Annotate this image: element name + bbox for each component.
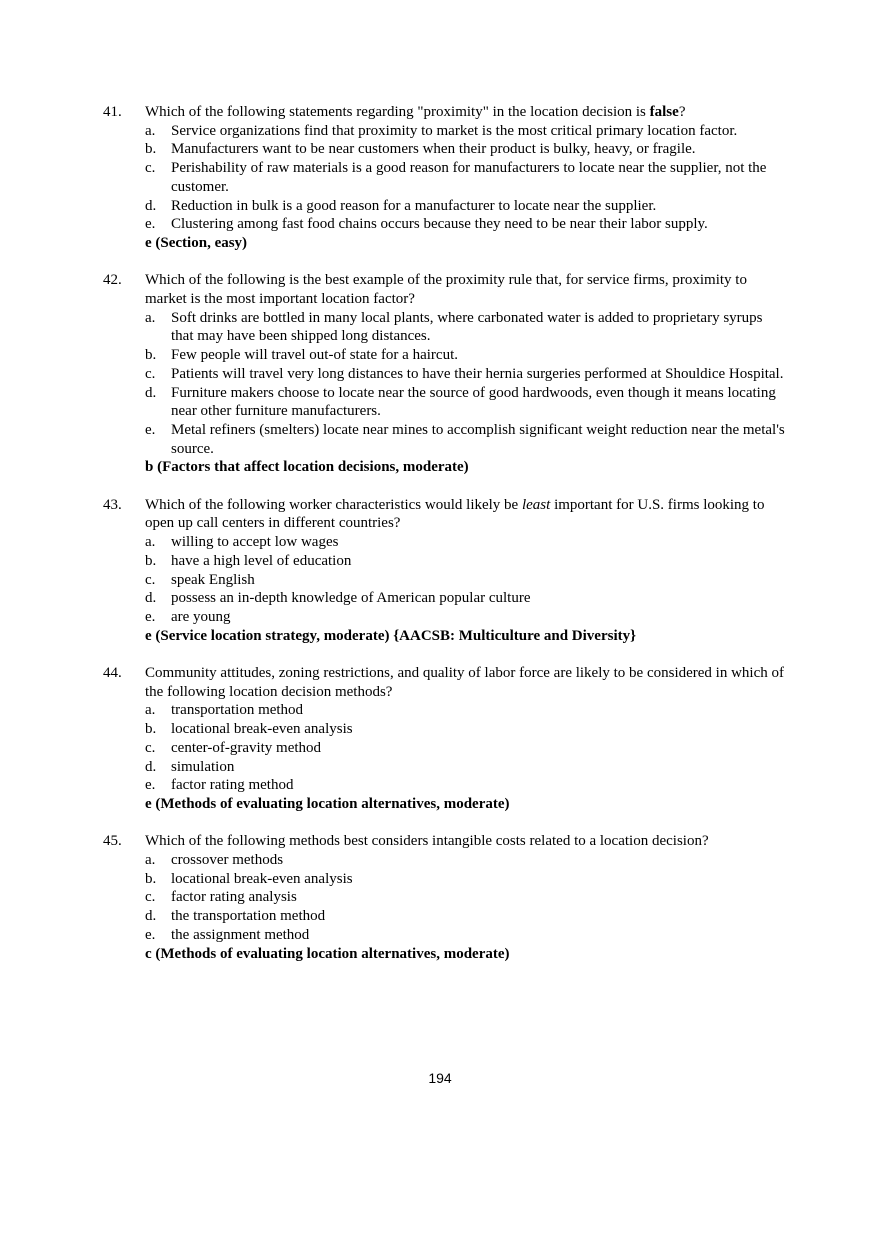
option-a	[145, 851, 785, 870]
option-a	[145, 309, 785, 346]
option-text: locational break-even analysis	[171, 870, 353, 887]
question-text	[145, 271, 785, 308]
option-letter: c.	[145, 889, 156, 906]
option-b	[145, 720, 785, 739]
option-letter: c.	[145, 571, 156, 588]
answer-options	[0, 851, 880, 945]
option-c	[145, 571, 785, 590]
option-d	[145, 907, 785, 926]
question-text	[145, 664, 785, 701]
option-letter: a.	[145, 534, 156, 551]
question-text-part: Community attitudes, zoning restrictions, and quality of labor force are likely to be considered in which of the following location decision methods?	[145, 665, 785, 700]
option-d	[145, 384, 785, 421]
question-text-part: ?	[678, 104, 686, 120]
option-text: have a high level of education	[171, 552, 352, 569]
option-text: Perishability of raw materials is a good reason for manufacturers to locate near the supplier, not the customer.	[171, 160, 767, 195]
option-letter: d.	[145, 197, 157, 214]
option-c	[145, 739, 785, 758]
question-number: 44.	[103, 665, 122, 682]
option-a	[145, 533, 785, 552]
option-text: factor rating analysis	[171, 889, 297, 906]
page-number: 194	[428, 1070, 452, 1086]
question-43	[0, 496, 880, 646]
question-text-emphasis: least	[521, 496, 551, 513]
option-b	[145, 870, 785, 889]
option-text: speak English	[171, 571, 255, 588]
question-45	[0, 832, 880, 963]
option-b	[145, 140, 785, 159]
question-number: 45.	[103, 833, 122, 850]
option-text: Reduction in bulk is a good reason for a manufacturer to locate near the supplier.	[171, 197, 657, 214]
question-number: 42.	[103, 272, 122, 289]
option-letter: d.	[145, 908, 157, 925]
question-text-part: Which of the following statements regarding "proximity" in the location decision is	[145, 104, 650, 120]
option-letter: e.	[145, 421, 156, 438]
question-number: 43.	[103, 496, 122, 513]
option-e	[145, 215, 785, 234]
option-text: are young	[171, 608, 231, 625]
option-letter: d.	[145, 758, 157, 775]
option-d	[145, 758, 785, 777]
option-letter: b.	[145, 141, 157, 158]
option-text: Soft drinks are bottled in many local plants, where carbonated water is added to proprietary syrups that may have been shipped long distances.	[171, 309, 763, 345]
question-text-emphasis: false	[649, 104, 679, 120]
option-letter: b.	[145, 870, 157, 887]
option-letter: e.	[145, 926, 156, 943]
option-text: Furniture makers choose to locate near the source of good hardwoods, even though it means locating near other furniture manufacturers.	[171, 384, 776, 420]
option-d	[145, 197, 785, 216]
question-text-part: Which of the following worker characteristics would likely be	[145, 496, 522, 513]
option-b	[145, 552, 785, 571]
question-text	[145, 103, 785, 122]
option-text: Manufacturers want to be near customers when their product is bulky, heavy, or fragile.	[171, 141, 696, 158]
question-text-part: Which of the following methods best considers intangible costs related to a location decision?	[145, 833, 709, 850]
option-letter: b.	[145, 347, 157, 364]
option-text: willing to accept low wages	[171, 534, 339, 551]
option-letter: a.	[145, 309, 156, 326]
option-letter: d.	[145, 590, 157, 607]
option-text: Metal refiners (smelters) locate near mines to accomplish significant weight reduction near the metal's source.	[171, 421, 785, 457]
answer-options	[0, 701, 880, 795]
option-letter: a.	[145, 852, 156, 869]
option-e	[145, 776, 785, 795]
question-text-part: important for U.S. firms looking to open up call centers in different countries?	[145, 496, 765, 532]
question-text	[145, 496, 785, 533]
answer-key: e (Service location strategy, moderate) {AACSB: Multiculture and Diversity}	[145, 627, 637, 644]
option-letter: b.	[145, 552, 157, 569]
option-text: Clustering among fast food chains occurs because they need to be near their labor supply.	[171, 216, 708, 233]
answer-key: e (Methods of evaluating location alternatives, moderate)	[145, 795, 510, 812]
option-text: Service organizations find that proximity to market is the most critical primary location factor.	[171, 122, 738, 139]
option-letter: c.	[145, 365, 156, 382]
option-d	[145, 589, 785, 608]
option-c	[145, 365, 785, 384]
answer-key: c (Methods of evaluating location alternatives, moderate)	[145, 945, 510, 962]
option-text: Patients will travel very long distances to have their hernia surgeries performed at Shouldice Hospital.	[171, 365, 784, 382]
option-letter: e.	[145, 216, 156, 233]
question-44	[0, 664, 880, 814]
option-a	[145, 701, 785, 720]
answer-options	[0, 533, 880, 627]
option-b	[145, 346, 785, 365]
option-letter: e.	[145, 608, 156, 625]
option-text: the assignment method	[171, 926, 310, 943]
question-42	[0, 271, 880, 477]
question-number: 41.	[103, 104, 122, 120]
option-text: transportation method	[171, 702, 304, 719]
option-letter: b.	[145, 721, 157, 738]
question-41	[0, 103, 880, 253]
answer-key: e (Section, easy)	[145, 234, 248, 251]
option-c	[145, 888, 785, 907]
option-letter: d.	[145, 384, 157, 401]
question-text	[145, 832, 785, 851]
answer-options	[0, 122, 880, 234]
answer-key: b (Factors that affect location decisions, moderate)	[145, 459, 469, 476]
option-text: center-of-gravity method	[171, 739, 322, 756]
option-text: crossover methods	[171, 852, 284, 869]
option-c	[145, 159, 785, 196]
option-e	[145, 608, 785, 627]
option-text: locational break-even analysis	[171, 721, 353, 738]
question-list	[0, 103, 880, 982]
option-letter: a.	[145, 122, 156, 139]
option-e	[145, 926, 785, 945]
option-e	[145, 421, 785, 458]
option-text: simulation	[171, 758, 235, 775]
question-text-part: Which of the following is the best example of the proximity rule that, for service firms, proximity to market is the most important location factor?	[145, 272, 747, 308]
option-text: possess an in-depth knowledge of American popular culture	[171, 590, 531, 607]
option-text: the transportation method	[171, 908, 326, 925]
option-letter: c.	[145, 739, 156, 756]
option-letter: e.	[145, 777, 156, 794]
option-letter: c.	[145, 160, 156, 177]
option-a	[145, 122, 785, 141]
answer-options	[0, 309, 880, 459]
option-text: Few people will travel out-of state for a haircut.	[171, 347, 458, 364]
option-letter: a.	[145, 702, 156, 719]
option-text: factor rating method	[171, 777, 294, 794]
